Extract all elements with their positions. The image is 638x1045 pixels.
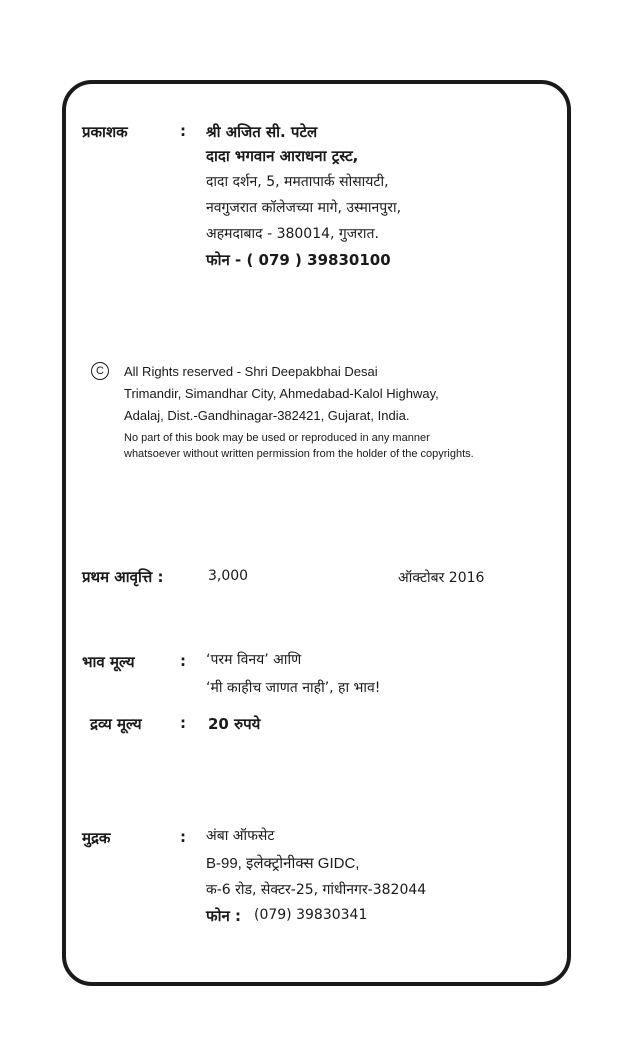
copyright-notice-1: No part of this book may be used or reproduced in any manner — [124, 432, 430, 444]
printer-address-2: क-6 रोड, सेक्टर-25, गांधीनगर-382044 — [206, 882, 427, 898]
printer-colon: : — [180, 828, 186, 846]
publisher-phone: फोन - ( 079 ) 39830100 — [206, 251, 391, 269]
printer-phone-label: फोन : — [206, 907, 241, 925]
bhav-colon: : — [180, 652, 186, 670]
copyright-icon: C — [91, 362, 109, 380]
bhav-line-1: ‘परम विनय’ आणि — [206, 652, 302, 668]
printer-phone: (079) 39830341 — [254, 907, 368, 923]
dravya-label: द्रव्य मूल्य — [90, 715, 142, 733]
printer-address-1: B-99, इलेक्ट्रोनीक्स GIDC, — [206, 855, 360, 872]
copyright-line-1: All Rights reserved - Shri Deepakbhai Desai — [124, 364, 378, 379]
publisher-address-3: अहमदाबाद - 380014, गुजरात. — [206, 226, 379, 242]
edition-date: ऑक्टोबर 2016 — [398, 570, 485, 586]
publisher-trust: दादा भगवान आराधना ट्रस्ट, — [206, 147, 359, 165]
copyright-line-3: Adalaj, Dist.-Gandhinagar-382421, Gujarat, India. — [124, 408, 410, 423]
publisher-name: श्री अजित सी. पटेल — [206, 123, 318, 141]
bhav-line-2: ‘मी काहीच जाणत नाही’, हा भाव! — [206, 680, 381, 696]
publisher-address-2: नवगुजरात कॉलेजच्या मागे, उस्मानपुरा, — [206, 200, 402, 216]
dravya-value: 20 रुपये — [208, 715, 261, 733]
bhav-label: भाव मूल्य — [82, 653, 135, 671]
copyright-notice-2: whatsoever without written permission from the holder of the copyrights. — [124, 448, 474, 460]
printer-label: मुद्रक — [82, 829, 111, 847]
publisher-label: प्रकाशक — [82, 123, 128, 141]
edition-copies: 3,000 — [208, 568, 249, 584]
printer-name: अंबा ऑफसेट — [206, 828, 275, 844]
publisher-colon: : — [180, 122, 186, 140]
dravya-colon: : — [180, 714, 186, 732]
copyright-line-2: Trimandir, Simandhar City, Ahmedabad-Kalol Highway, — [124, 386, 439, 401]
edition-label: प्रथम आवृत्ति : — [82, 568, 164, 586]
publisher-address-1: दादा दर्शन, 5, ममतापार्क सोसायटी, — [206, 174, 389, 190]
